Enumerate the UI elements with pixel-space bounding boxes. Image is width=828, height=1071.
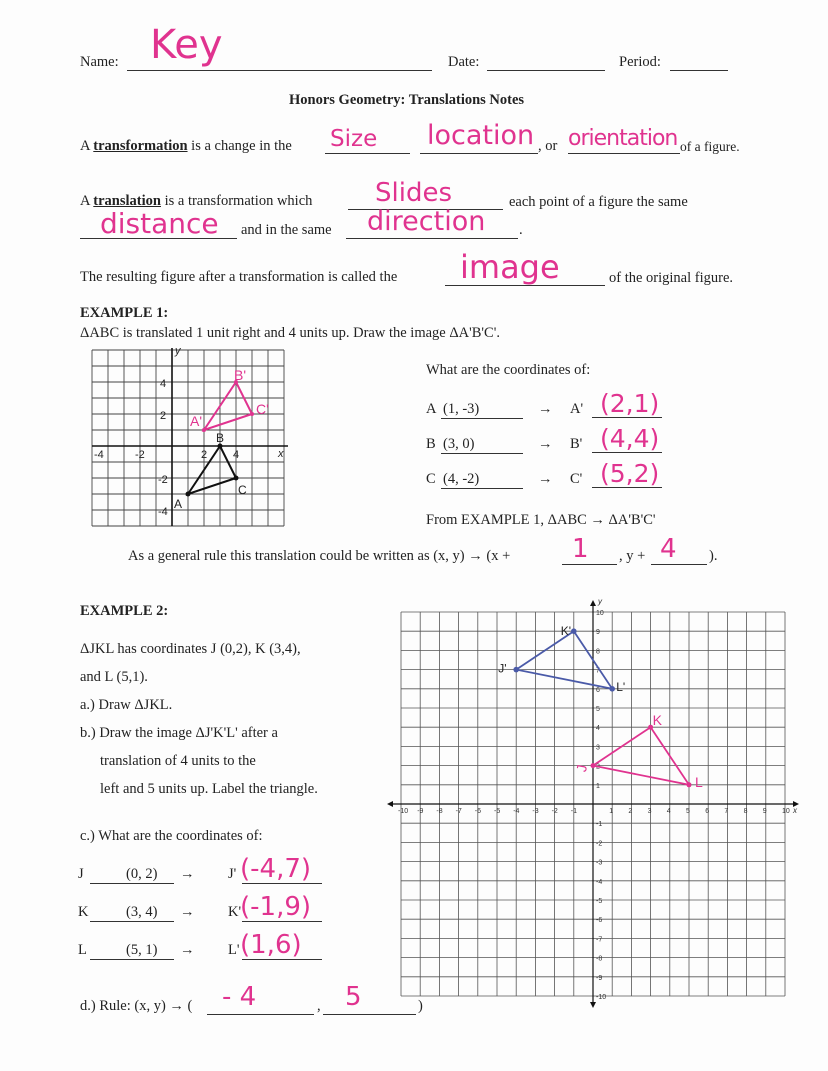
answer-size: Size	[330, 126, 378, 152]
arrow-icon: →	[180, 904, 195, 920]
rule-end: ).	[709, 548, 718, 564]
example2-heading: EXAMPLE 2:	[80, 603, 169, 619]
tick-label: 5	[596, 706, 600, 713]
tick-label: 4	[666, 808, 671, 815]
coord-point-label: B	[426, 436, 436, 452]
tick-label: -5	[596, 898, 603, 905]
tick-label: 2	[628, 808, 633, 815]
example2-c: c.) What are the coordinates of:	[80, 828, 263, 844]
coord-prime-label: B'	[570, 436, 583, 452]
tick-label: -2	[596, 840, 603, 848]
example2-a: a.) Draw ΔJKL.	[80, 697, 173, 713]
tick-label: 3	[647, 808, 652, 815]
example2-b3: left and 5 units up. Label the triangle.	[100, 781, 318, 797]
tick-label: 4	[160, 378, 167, 390]
tick-label: -1	[596, 821, 603, 829]
tick-label: -6	[474, 808, 482, 815]
tick-label: -7	[455, 808, 462, 815]
answer-rule-x: 1	[572, 534, 589, 564]
tick-label: 8	[596, 648, 600, 656]
and-same: and in the same	[241, 222, 332, 238]
tick-label: 1	[609, 808, 614, 815]
period-dot: .	[519, 222, 523, 238]
tick-label: -2	[551, 808, 558, 815]
label-k: K	[652, 712, 662, 729]
example2-b2: translation of 4 units to the	[100, 753, 256, 769]
tick-label: 9	[596, 629, 600, 637]
coord-prime-label: L'	[228, 942, 240, 958]
coord-answer: (5,2)	[600, 459, 660, 488]
blank-rule-y[interactable]	[651, 564, 707, 565]
example1-question: What are the coordinates of:	[426, 362, 591, 378]
x-axis-label: x	[793, 806, 797, 815]
label-a: A	[174, 497, 183, 511]
label-k-prime: K'	[560, 624, 572, 639]
coord-answer: (4,4)	[600, 424, 660, 453]
label-c-prime: C'	[256, 401, 269, 417]
label-l-prime: L'	[616, 679, 626, 694]
vertex-point	[186, 492, 191, 497]
tick-label: 2	[160, 410, 167, 422]
tick-label: -5	[494, 808, 501, 815]
triangle-jkl-image	[516, 631, 612, 689]
tick-label: -4	[94, 449, 104, 461]
date-label: Date:	[448, 54, 480, 70]
blank-size[interactable]	[325, 153, 410, 154]
vertex-point	[687, 782, 692, 787]
tick-label: -2	[158, 474, 168, 486]
vertex-point	[202, 428, 206, 432]
image-suffix: of the original figure.	[609, 270, 734, 286]
term-translation: translation	[93, 193, 161, 209]
triangle-abc-image	[204, 382, 252, 430]
tick-label: 7	[724, 808, 729, 815]
blank-location[interactable]	[420, 153, 538, 154]
label-j: J	[573, 763, 591, 774]
of-a-figure: of a figure.	[680, 139, 740, 154]
coord-original: (3, 0)	[441, 436, 523, 454]
vertex-point	[571, 628, 577, 634]
arrow-icon: →	[538, 436, 553, 452]
answer-image: image	[460, 248, 560, 286]
x-arrow-icon	[387, 801, 393, 807]
or-text: , or	[538, 138, 558, 154]
example1-heading: EXAMPLE 1:	[80, 305, 169, 321]
label-b-prime: B'	[234, 367, 247, 383]
page-title: Honors Geometry: Translations Notes	[289, 92, 525, 108]
answer-rule2-y: 5	[345, 982, 362, 1012]
y-arrow-icon	[590, 1002, 596, 1008]
coord-point-label: C	[426, 471, 436, 487]
name-label: Name:	[80, 54, 119, 70]
rule2-label: d.) Rule: (x, y) → (	[80, 998, 193, 1014]
vertex-point	[591, 763, 596, 768]
coord-prime-label: K'	[228, 904, 242, 920]
label-l: L	[695, 773, 703, 790]
example2-graph	[370, 580, 820, 1010]
example1-graph	[88, 348, 408, 544]
period-line[interactable]	[670, 70, 728, 71]
example1-prompt: ΔABC is translated 1 unit right and 4 units up. Draw the image ΔA'B'C'.	[80, 325, 500, 341]
tick-label: 2	[201, 449, 208, 461]
label-b: B	[216, 431, 225, 445]
transformation-def: A transformation is a change in the	[80, 138, 292, 154]
arrow-icon: →	[180, 942, 195, 958]
x-axis-label: x	[278, 448, 284, 460]
coord-prime-label: A'	[570, 401, 584, 417]
label-a-prime: A'	[190, 413, 203, 429]
y-arrow-icon	[590, 600, 596, 606]
example1-grid	[92, 348, 288, 526]
blank-rule2-x[interactable]	[207, 1014, 314, 1015]
answer-orientation: orientation	[568, 126, 678, 151]
coord-point-label: L	[78, 942, 87, 958]
answer-distance: distance	[100, 207, 219, 240]
example2-marks	[398, 597, 798, 1001]
coord-point-label: J	[78, 866, 84, 882]
arrow-icon: →	[538, 401, 553, 417]
tick-label: -3	[596, 859, 603, 867]
example2-line1: ΔJKL has coordinates J (0,2), K (3,4),	[80, 641, 301, 657]
answer-slides: Slides	[375, 178, 452, 208]
triangle-jkl	[593, 727, 689, 785]
tick-label: 5	[686, 808, 690, 815]
tick-label: -7	[596, 936, 603, 944]
tick-label: -8	[436, 808, 443, 815]
arrow-icon: →	[538, 471, 553, 487]
term-transformation: transformation	[93, 138, 188, 154]
coord-point-label: K	[78, 904, 89, 920]
label-c: C	[238, 483, 247, 497]
tick-label: 6	[705, 808, 710, 815]
vertex-point	[250, 412, 254, 416]
tick-label: 10	[782, 808, 790, 815]
answer-rule-y: 4	[660, 534, 677, 564]
blank-rule2-y[interactable]	[323, 1014, 416, 1015]
tick-label: 6	[596, 686, 600, 694]
y-axis-label: y	[175, 348, 181, 357]
example1-marks	[94, 348, 284, 518]
image-def: The resulting figure after a transformation is called the	[80, 269, 398, 285]
vertex-point	[513, 667, 519, 673]
answer-rule2-x: - 4	[222, 982, 257, 1012]
coord-original: (3, 4)	[90, 904, 174, 922]
tick-label: 7	[596, 667, 600, 675]
example1-from: From EXAMPLE 1, ΔABC → ΔA'B'C'	[426, 512, 656, 528]
tick-label: -10	[398, 808, 409, 815]
blank-orientation[interactable]	[568, 153, 680, 154]
tick-label: 1	[596, 782, 600, 790]
tick-label: -4	[158, 506, 168, 518]
tick-label: -2	[135, 449, 145, 461]
triangle-abc	[188, 446, 236, 494]
coord-answer: (-1,9)	[240, 892, 312, 922]
coord-original: (4, -2)	[441, 471, 523, 489]
tick-label: 2	[596, 763, 600, 771]
tick-label: 9	[762, 808, 767, 815]
tick-label: -10	[596, 994, 607, 1001]
period-label: Period:	[619, 54, 661, 70]
tick-label: -3	[532, 808, 539, 815]
coord-point-label: A	[426, 401, 437, 417]
coord-prime-label: C'	[570, 471, 583, 487]
coord-original: (1, -3)	[441, 401, 523, 419]
tick-label: -4	[596, 878, 603, 886]
coord-prime-label: J'	[228, 866, 237, 882]
arrow-icon: →	[180, 866, 195, 882]
coord-answer: (2,1)	[600, 389, 660, 418]
translation-after: each point of a figure the same	[509, 194, 688, 210]
example2-b1: b.) Draw the image ΔJ'K'L' after a	[80, 725, 278, 741]
tick-label: -1	[570, 808, 578, 815]
tick-label: 8	[743, 808, 748, 815]
tick-label: -9	[596, 974, 603, 982]
tick-label: -6	[596, 917, 603, 925]
tick-label: 4	[596, 725, 600, 733]
tick-label: -4	[513, 808, 520, 815]
tick-label: -8	[596, 955, 603, 963]
y-axis-label: y	[598, 597, 602, 606]
label-j-prime: J'	[498, 661, 507, 676]
coord-answer: (1,6)	[240, 930, 302, 960]
answer-location: location	[427, 120, 535, 151]
example2-line2: and L (5,1).	[80, 669, 148, 685]
rule-text: As a general rule this translation could be written as (x, y) → (x +	[128, 548, 511, 564]
date-line[interactable]	[487, 70, 605, 71]
vertex-point	[609, 686, 615, 692]
vertex-point	[234, 476, 239, 481]
coord-answer: (-4,7)	[240, 854, 312, 884]
rule2-end: )	[418, 998, 423, 1014]
rule2-comma: ,	[317, 998, 321, 1014]
tick-label: -9	[417, 808, 424, 815]
name-line[interactable]	[127, 70, 432, 71]
tick-label: 3	[596, 744, 600, 752]
answer-direction: direction	[367, 206, 486, 237]
tick-label: 10	[596, 610, 604, 617]
name-answer: Key	[150, 22, 223, 68]
translation-def: A translation is a transformation which	[80, 193, 313, 209]
rule-mid: , y +	[619, 548, 646, 564]
blank-direction[interactable]	[346, 238, 518, 239]
tick-label: 4	[233, 449, 240, 461]
coord-original: (0, 2)	[90, 866, 174, 884]
blank-rule-x[interactable]	[562, 564, 617, 565]
coord-original: (5, 1)	[90, 942, 174, 960]
